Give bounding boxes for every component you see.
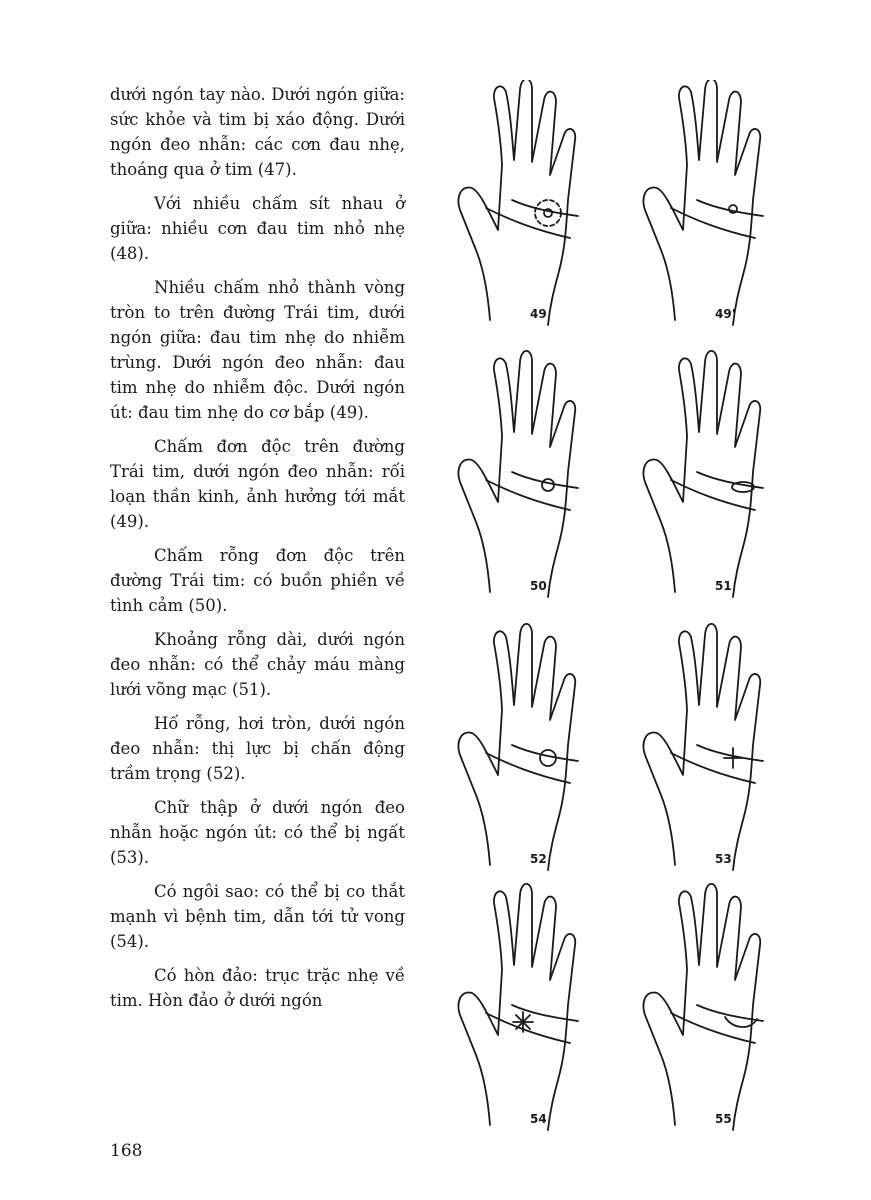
palm-figure — [459, 351, 579, 597]
paragraph: Chấm đơn độc trên đường Trái tim, dưới ngón đeo nhẫn: rối loạn thần kinh, ảnh hưởng tới mắt (49). — [110, 437, 405, 531]
page-number: 168 — [110, 1141, 143, 1161]
text-column — [110, 82, 405, 1022]
palm-figure — [644, 624, 764, 870]
palm-figure — [644, 351, 764, 597]
hollow-dot-mark — [542, 479, 554, 491]
paragraph: Chấm rỗng đơn độc trên đường Trái tim: có buồn phiền về tình cảm (50). — [110, 546, 405, 615]
figure-label: 50 — [530, 579, 547, 593]
hollow-circle-mark — [540, 750, 556, 766]
paragraph: dưới ngón tay nào. Dưới ngón giữa: sức khỏe và tim bị xáo động. Dưới ngón đeo nhẫn: các cơn đau nhẹ, thoáng qua ở tim (47). — [110, 85, 405, 179]
palm-figure — [459, 884, 579, 1130]
figure-label: 55 — [715, 1112, 732, 1126]
figure-label: 49 — [530, 307, 547, 321]
figure-label: 52 — [530, 852, 547, 866]
figure-label: 49' — [715, 307, 736, 321]
palm-figures-svg — [450, 80, 790, 1140]
paragraph: Chữ thập ở dưới ngón đeo nhẫn hoặc ngón út: có thể bị ngất (53). — [110, 798, 405, 867]
small-dot-mark — [729, 205, 737, 213]
figure-label: 53 — [715, 852, 732, 866]
paragraph: Với nhiều chấm sít nhau ở giữa: nhiều cơn đau tim nhỏ nhẹ (48). — [110, 194, 405, 263]
palm-figure — [459, 80, 579, 325]
paragraph: Có ngôi sao: có thể bị co thắt mạnh vì bệnh tim, dẫn tới tử vong (54). — [110, 882, 405, 951]
figure-label: 51 — [715, 579, 732, 593]
paragraph: Nhiều chấm nhỏ thành vòng tròn to trên đường Trái tim, dưới ngón giữa: đau tim nhẹ do nhiễm trùng. Dưới ngón đeo nhẫn: đau tim nhẹ do nhiễm độc. Dưới ngón út: đau tim nhẹ do cơ bắp (49). — [110, 278, 405, 422]
paragraph: Khoảng rỗng dài, dưới ngón đeo nhẫn: có thể chảy máu màng lưới võng mạc (51). — [110, 630, 405, 699]
palm-figure — [644, 80, 764, 325]
palm-figure — [459, 624, 579, 870]
figure-label: 54 — [530, 1112, 547, 1126]
palm-figure — [644, 884, 764, 1130]
paragraph: Hố rỗng, hơi tròn, dưới ngón đeo nhẫn: thị lực bị chấn động trầm trọng (52). — [110, 714, 405, 783]
paragraph: Có hòn đảo: trục trặc nhẹ về tim. Hòn đảo ở dưới ngón — [110, 966, 405, 1010]
palm-figures — [450, 80, 790, 1140]
